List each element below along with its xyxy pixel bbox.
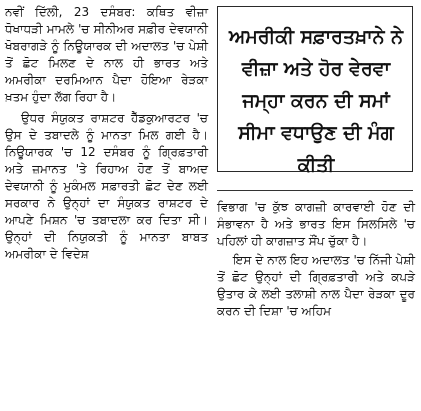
left-column	[5, 4, 208, 263]
headline-box	[217, 6, 413, 176]
article-paragraph-3: ਵਿਭਾਗ 'ਚ ਕੁੱਝ ਕਾਗਜ਼ੀ ਕਾਰਵਾਈ ਹੋਣ ਦੀ ਸੰਭਾਵਨਾ ਹੈ ਅਤੇ ਭਾਰਤ ਇਸ ਸਿਲਸਿਲੇ 'ਚ ਪਹਿਲਾਂ ਹੀ ਕਾਗਜ਼ਾਤ ਸੌਂਪ ਚੁੱਕਾ ਹੈ।	[217, 200, 415, 248]
article-paragraph-1: ਨਵੀਂ ਦਿੱਲੀ, 23 ਦਸੰਬਰ: ਕਥਿਤ ਵੀਜ਼ਾ ਧੋਖਾਧੜੀ ਮਾਮਲੇ 'ਚ ਸੀਨੀਅਰ ਸਫ਼ੀਰ ਦੇਵਯਾਨੀ ਖੋਬਰਾਗੜੇ ਨੂੰ ਨਿਊਯਾਰਕ ਦੀ ਅਦਾਲਤ 'ਚ ਪੇਸ਼ੀ ਤੋਂ ਛੋਟ ਮਿਲਣ ਦੇ ਨਾਲ ਹੀ ਭਾਰਤ ਅਤੇ ਅਮਰੀਕਾ ਦਰਮਿਆਨ ਪੈਦਾ ਹੋਇਆ ਰੇੜਕਾ ਖ਼ਤਮ ਹੁੰਦਾ ਲੱਗ ਰਿਹਾ ਹੈ।	[5, 5, 208, 104]
right-column	[217, 199, 415, 320]
headline: ਅਮਰੀਕੀ ਸਫ਼ਾਰਤਖ਼ਾਨੇ ਨੇ ਵੀਜ਼ਾ ਅਤੇ ਹੋਰ ਵੇਰਵਾ ਜਮ੍ਹਾ ਕਰਨ ਦੀ ਸਮਾਂ ਸੀਮਾ ਵਧਾਉਣ ਦੀ ਮੰਗ ਕੀਤੀ	[228, 26, 403, 176]
divider-rule	[217, 190, 413, 191]
article-paragraph-2: ਉਧਰ ਸੰਯੁਕਤ ਰਾਸ਼ਟਰ ਹੈੱਡਕੁਆਰਟਰ 'ਚ ਉਸ ਦੇ ਤਬਾਦਲੇ ਨੂੰ ਮਾਨਤਾ ਮਿਲ ਗਈ ਹੈ। ਨਿਊਯਾਰਕ 'ਚ 12 ਦਸੰਬਰ ਨੂੰ ਗ੍ਰਿਫ਼ਤਾਰੀ ਅਤੇ ਜ਼ਮਾਨਤ 'ਤੇ ਰਿਹਾਅ ਹੋਣ ਤੋਂ ਬਾਅਦ ਦੇਵਯਾਨੀ ਨੂੰ ਮੁਕੰਮਲ ਸਫ਼ਾਰਤੀ ਛੋਟ ਦੇਣ ਲਈ ਸਰਕਾਰ ਨੇ ਉਨ੍ਹਾਂ ਦਾ ਸੰਯੁਕਤ ਰਾਸ਼ਟਰ ਦੇ ਆਪਣੇ ਮਿਸ਼ਨ 'ਚ ਤਬਾਦਲਾ ਕਰ ਦਿਤਾ ਸੀ। ਉਨ੍ਹਾਂ ਦੀ ਨਿਯੁਕਤੀ ਨੂੰ ਮਾਨਤਾ ਬਾਬਤ ਅਮਰੀਕਾ ਦੇ ਵਿਦੇਸ਼	[5, 111, 208, 261]
article-paragraph-4: ਇਸ ਦੇ ਨਾਲ ਇਹ ਅਦਾਲਤ 'ਚ ਨਿੱਜੀ ਪੇਸ਼ੀ ਤੋਂ ਛੋਟ ਉਨ੍ਹਾਂ ਦੀ ਗ੍ਰਿਫ਼ਤਾਰੀ ਅਤੇ ਕਪੜੇ ਉਤਾਰ ਕੇ ਲਈ ਤਲਾਸ਼ੀ ਨਾਲ ਪੈਦਾ ਰੇੜਕਾ ਦੂਰ ਕਰਨ ਦੀ ਦਿਸ਼ਾ 'ਚ ਅਹਿਮ	[217, 253, 415, 318]
